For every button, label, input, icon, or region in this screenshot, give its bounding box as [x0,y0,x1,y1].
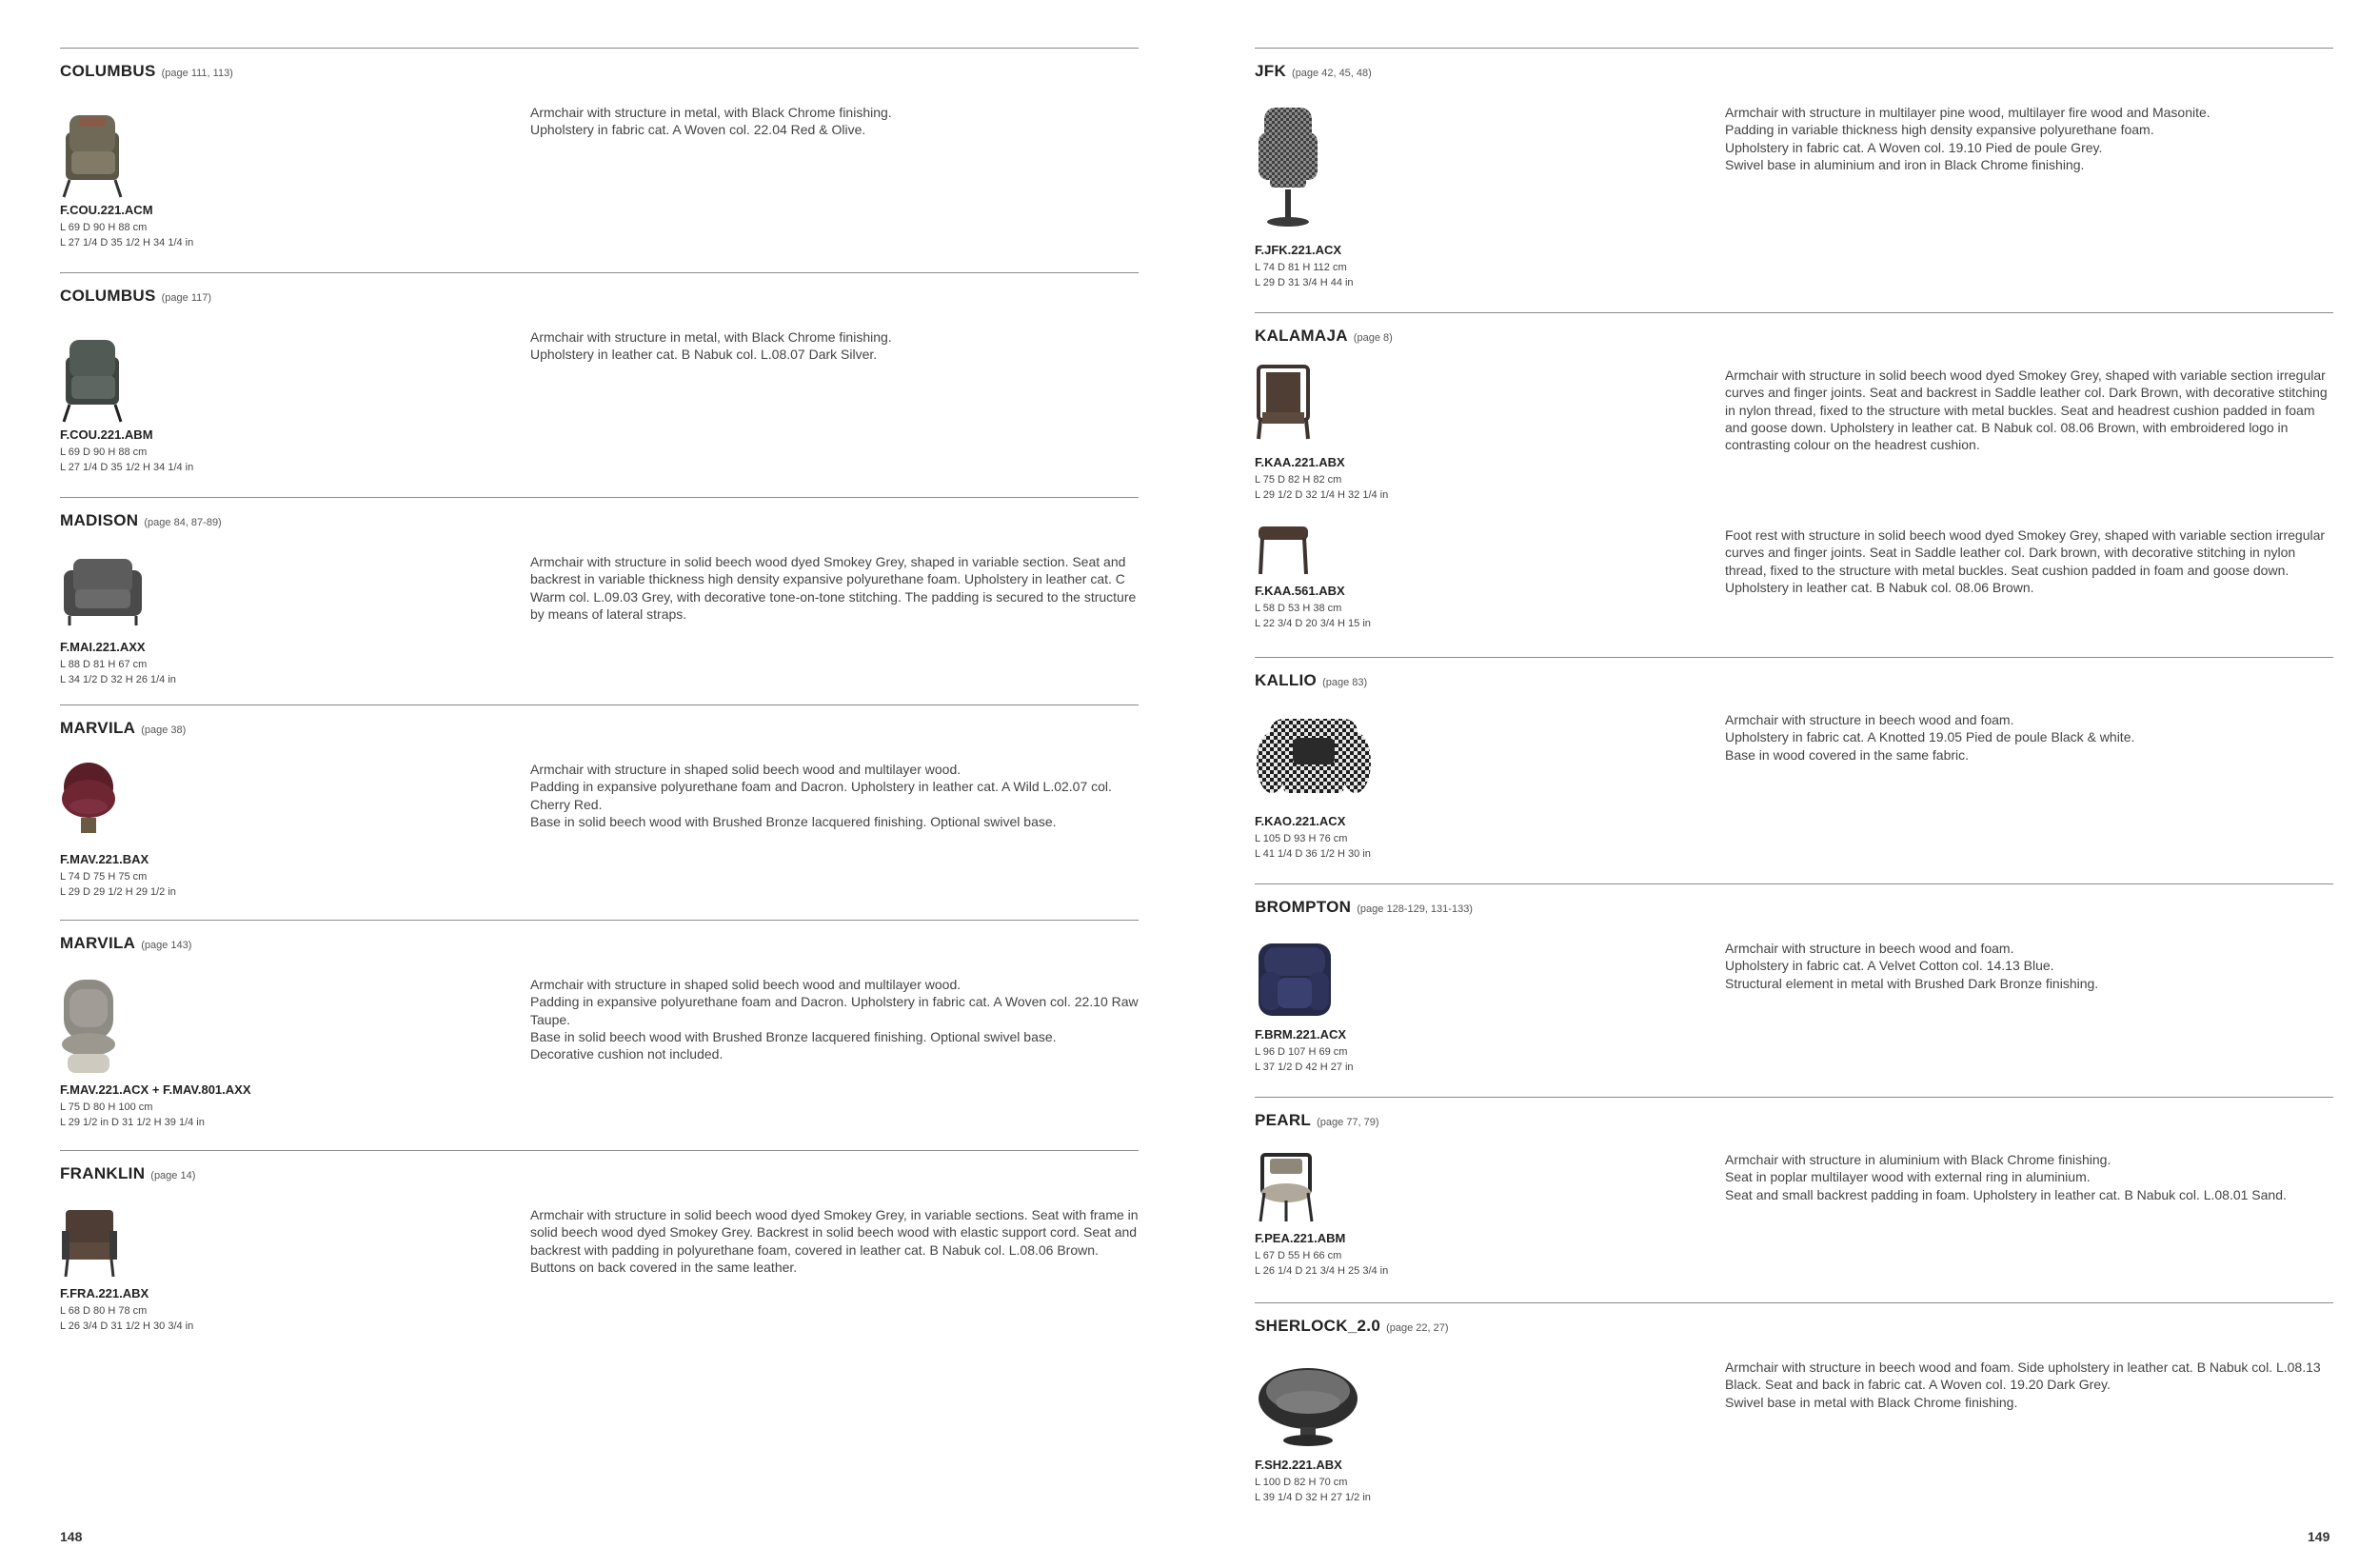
description-line: Swivel base in metal with Black Chrome finishing. [1725,1394,2018,1410]
product-name: MADISON [60,511,139,529]
product-description [1725,1151,2334,1203]
description-line: Armchair with structure in metal, with Black Chrome finishing. [530,105,892,120]
dimensions-in: L 29 D 31 3/4 H 44 in [1255,277,1354,288]
product-entry-sherlock [1255,1302,2333,1527]
product-entry-kallio [1255,657,2333,883]
product-code: F.COU.221.ACM [60,203,153,217]
product-description [1725,711,2334,764]
product-entry-columbus-fabric [60,48,1139,272]
left-page-column [60,48,1139,1360]
dimensions-cm: L 100 D 82 H 70 cm [1255,1477,1348,1488]
description-line: Armchair with structure in solid beech wood dyed Smokey Grey, in variable sections. Seat with frame in solid beech wood dyed Smokey Grey. Backrest in solid beech wood with elastic support cord. Seat and backrest with padding in polyurethane foam, covered in leather cat. B Nabuk col. L.08.06 Brown. Buttons on back covered in the same leather. [530,1207,1139,1275]
product-description [1725,104,2334,173]
product-description [1725,526,2334,596]
dimensions-cm: L 74 D 81 H 112 cm [1255,262,1347,273]
description-line: Base in wood covered in the same fabric. [1725,746,1970,763]
description-line: Base in solid beech wood with Brushed Bronze lacquered finishing. Optional swivel base. [530,1028,1057,1044]
product-name: KALLIO [1255,671,1318,689]
product-code: F.JFK.221.ACX [1255,243,1342,257]
page-reference: (page 128-129, 131-133) [1357,903,1473,915]
product-code: F.COU.221.ABM [60,427,153,442]
dimensions-in: L 22 3/4 D 20 3/4 H 15 in [1255,618,1371,629]
pearl-armchair-image [1255,1151,1318,1223]
product-heading [60,511,222,530]
product-name: COLUMBUS [60,62,156,80]
product-description [1725,367,2334,453]
columbus-armchair-leather-image [60,328,127,424]
product-description [530,1206,1140,1276]
product-code: F.MAI.221.AXX [60,640,146,654]
product-code: F.MAV.221.ACX + F.MAV.801.AXX [60,1082,251,1097]
description-line: Armchair with structure in solid beech wood dyed Smokey Grey, shaped in variable section. Seat and backrest in variable thickness high density expansive polyurethane foam. Upholstery in leather cat. C Warm col. L.09.03 Grey, with decorative tone-on-tone stitching. The padding is secured to the structure by means of lateral straps. [530,554,1137,622]
description-line: Padding in expansive polyurethane foam and Dacron. Upholstery in leather cat. A Wild L.02.07 col. Cherry Red. [530,779,1112,812]
product-name: PEARL [1255,1111,1312,1129]
description-line: Swivel base in aluminium and iron in Black Chrome finishing. [1725,156,2085,172]
product-code: F.FRA.221.ABX [60,1286,149,1300]
product-code: F.KAA.561.ABX [1255,584,1345,598]
product-description [530,761,1140,830]
product-entry-jfk [1255,48,2333,312]
product-heading [60,287,211,306]
kalamaja-armchair-image [1255,363,1312,441]
product-entry-pearl [1255,1097,2333,1302]
product-entry-marvila-taupe [60,920,1139,1150]
page-reference: (page 84, 87-89) [144,517,222,528]
product-name: KALAMAJA [1255,327,1348,345]
dimensions-in: L 41 1/4 D 36 1/2 H 30 in [1255,848,1371,860]
page-reference: (page 38) [141,724,187,736]
dimensions-in: L 37 1/2 D 42 H 27 in [1255,1062,1354,1073]
product-heading [1255,898,1473,917]
product-code: F.KAA.221.ABX [1255,455,1345,469]
product-name: FRANKLIN [60,1164,146,1182]
description-line: Padding in expansive polyurethane foam and Dacron. Upholstery in fabric cat. A Woven col. 22.10 Raw Taupe. [530,994,1139,1027]
product-code: F.BRM.221.ACX [1255,1027,1347,1042]
product-entry-columbus-leather [60,272,1139,497]
dimensions-cm: L 74 D 75 H 75 cm [60,871,148,883]
dimensions-cm: L 88 D 81 H 67 cm [60,659,148,670]
kallio-armchair-image [1255,709,1373,803]
dimensions-cm: L 96 D 107 H 69 cm [1255,1046,1348,1058]
product-entry-brompton [1255,883,2333,1097]
dimensions-in: L 34 1/2 D 32 H 26 1/4 in [60,674,176,685]
product-name: COLUMBUS [60,287,156,305]
kalamaja-footrest-image [1255,521,1312,578]
description-line: Padding in variable thickness high density expansive polyurethane foam. [1725,122,2154,138]
dimensions-in: L 27 1/4 D 35 1/2 H 34 1/4 in [60,237,194,248]
description-line: Armchair with structure in solid beech wood dyed Smokey Grey, shaped with variable section irregular curves and finger joints. Seat and backrest in Saddle leather col. Dark Brown, with decorative stitching in nylon thread, fixed to the structure with metal buckles. Seat and headrest cushion padded in foam and goose down. Upholstery in leather cat. B Nabuk col. 08.06 Brown, with embroidered logo in contrasting colour on the headrest cushion. [1725,367,2328,453]
description-line: Structural element in metal with Brushed Dark Bronze finishing. [1725,975,2099,991]
page-reference: (page 111, 113) [161,68,233,79]
product-entry-madison [60,497,1139,705]
description-line: Armchair with structure in beech wood and foam. [1725,941,2014,956]
madison-armchair-image [60,551,146,627]
description-line: Upholstery in fabric cat. A Velvet Cotton col. 14.13 Blue. [1725,958,2054,974]
product-heading [1255,62,1372,81]
description-line: Armchair with structure in shaped solid beech wood and multilayer wood. [530,977,962,992]
product-heading [1255,1317,1449,1336]
product-name: JFK [1255,62,1287,80]
product-name: BROMPTON [1255,898,1352,916]
dimensions-in: L 27 1/4 D 35 1/2 H 34 1/4 in [60,462,194,473]
dimensions-in: L 29 1/2 D 32 1/4 H 32 1/4 in [1255,489,1389,501]
dimensions-cm: L 58 D 53 H 38 cm [1255,603,1342,614]
product-entry-kalamaja [1255,312,2333,657]
description-line: Armchair with structure in multilayer pine wood, multilayer fire wood and Masonite. [1725,105,2210,120]
product-description [1725,940,2334,992]
description-line: Armchair with structure in shaped solid beech wood and multilayer wood. [530,762,962,777]
product-code: F.PEA.221.ABM [1255,1231,1346,1245]
page-reference: (page 143) [141,940,192,951]
columbus-armchair-fabric-image [60,104,127,199]
product-heading [1255,1111,1379,1130]
description-line: Armchair with structure in beech wood and foam. Side upholstery in leather cat. B Nabuk col. L.08.13 Black. Seat and back in fabric cat. A Woven col. 19.20 Dark Grey. [1725,1360,2321,1393]
right-page-column [1255,48,2333,1527]
dimensions-cm: L 69 D 90 H 88 cm [60,222,148,233]
description-line: Upholstery in leather cat. B Nabuk col. L.08.07 Dark Silver. [530,347,878,363]
product-heading [60,934,191,953]
product-code: F.MAV.221.BAX [60,852,149,866]
dimensions-in: L 29 D 29 1/2 H 29 1/2 in [60,886,176,898]
page-reference: (page 42, 45, 48) [1292,68,1372,79]
product-heading [1255,327,1393,346]
description-line: Upholstery in fabric cat. A Woven col. 22.04 Red & Olive. [530,122,866,138]
page-reference: (page 83) [1322,677,1368,688]
dimensions-cm: L 105 D 93 H 76 cm [1255,833,1348,844]
product-heading [60,1164,195,1183]
page-number-right: 149 [2308,1529,2330,1544]
marvila-armchair-red-image [60,759,117,840]
dimensions-cm: L 75 D 82 H 82 cm [1255,474,1342,486]
dimensions-cm: L 75 D 80 H 100 cm [60,1102,153,1113]
description-line: Seat and small backrest padding in foam. Upholstery in leather cat. B Nabuk col. L.08.01 Sand. [1725,1186,2287,1202]
franklin-armchair-image [60,1204,119,1280]
brompton-armchair-image [1255,940,1335,1020]
page-reference: (page 14) [150,1170,196,1181]
product-entry-marvila-red [60,705,1139,920]
description-line: Upholstery in fabric cat. A Woven col. 19.10 Pied de poule Grey. [1725,139,2103,155]
description-line: Decorative cushion not included. [530,1046,724,1062]
dimensions-in: L 29 1/2 in D 31 1/2 H 39 1/4 in [60,1117,205,1128]
description-line: Foot rest with structure in solid beech wood dyed Smokey Grey, shaped with variable section irregular curves and finger joints. Seat in Saddle leather col. Dark brown, with decorative stitching in nylon thread, fixed to the structure with metal buckles. Seat cushion padded in foam and goose down. Upholstery in leather cat. B Nabuk col. 08.06 Brown. [1725,527,2326,595]
page-reference: (page 8) [1353,332,1393,344]
product-name: MARVILA [60,934,136,952]
dimensions-cm: L 68 D 80 H 78 cm [60,1305,148,1317]
product-description [530,976,1140,1062]
product-name: SHERLOCK_2.0 [1255,1317,1381,1335]
description-line: Armchair with structure in metal, with Black Chrome finishing. [530,329,892,345]
product-name: MARVILA [60,719,136,737]
description-line: Base in solid beech wood with Brushed Bronze lacquered finishing. Optional swivel base. [530,813,1057,829]
page-reference: (page 77, 79) [1317,1117,1379,1128]
product-description [530,553,1140,623]
product-heading [60,719,186,738]
product-description [1725,1359,2334,1411]
dimensions-in: L 39 1/4 D 32 H 27 1/2 in [1255,1492,1371,1503]
product-entry-franklin [60,1150,1139,1360]
dimensions-cm: L 69 D 90 H 88 cm [60,447,148,458]
sherlock-armchair-image [1255,1359,1361,1450]
page-number-left: 148 [60,1529,83,1544]
jfk-wingback-armchair-image [1255,104,1321,237]
dimensions-in: L 26 1/4 D 21 3/4 H 25 3/4 in [1255,1265,1389,1277]
marvila-armchair-taupe-image [60,974,117,1079]
product-description [530,104,1140,139]
description-line: Armchair with structure in aluminium with Black Chrome finishing. [1725,1152,2111,1167]
product-heading [60,62,233,81]
page-reference: (page 22, 27) [1386,1322,1449,1334]
product-heading [1255,671,1367,690]
product-code: F.SH2.221.ABX [1255,1458,1342,1472]
product-code: F.KAO.221.ACX [1255,814,1346,828]
description-line: Armchair with structure in beech wood and foam. [1725,712,2014,727]
dimensions-cm: L 67 D 55 H 66 cm [1255,1250,1342,1261]
dimensions-in: L 26 3/4 D 31 1/2 H 30 3/4 in [60,1320,194,1332]
description-line: Upholstery in fabric cat. A Knotted 19.05 Pied de poule Black & white. [1725,729,2135,745]
product-description [530,328,1140,364]
page-reference: (page 117) [161,292,212,304]
description-line: Seat in poplar multilayer wood with external ring in aluminium. [1725,1169,2091,1185]
